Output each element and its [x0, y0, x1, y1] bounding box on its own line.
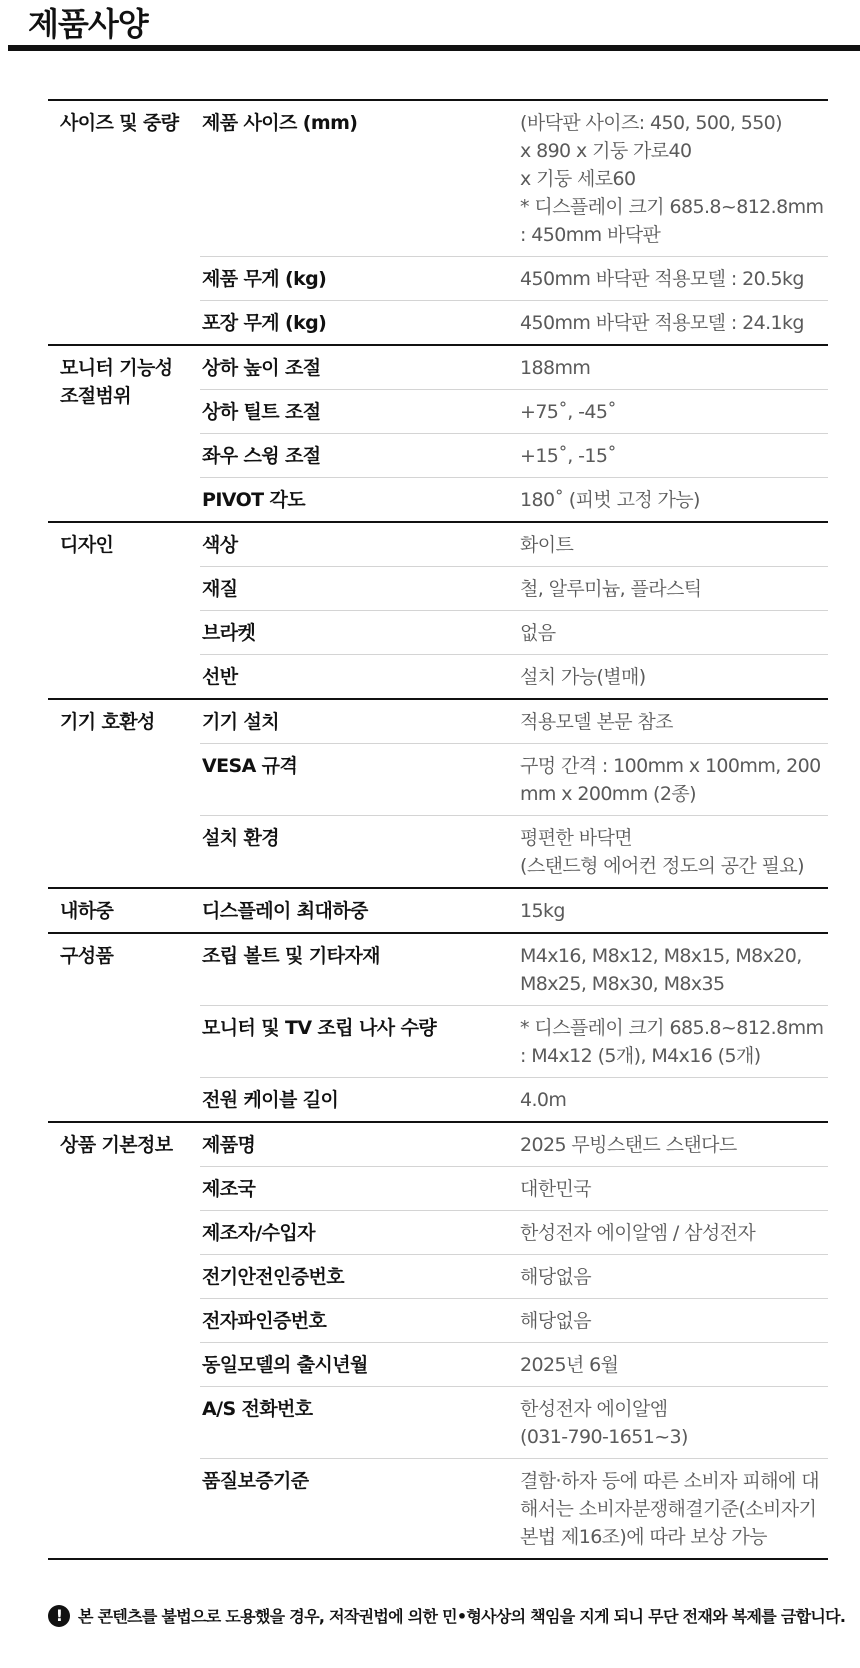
spec-item-label: 기기 설치 — [200, 699, 520, 744]
spec-item-label: 동일모델의 출시년월 — [200, 1343, 520, 1387]
spec-item-label: 상하 틸트 조절 — [200, 390, 520, 434]
spec-item-label: VESA 규격 — [200, 744, 520, 816]
table-row — [48, 888, 828, 933]
spec-item-value: M4x16, M8x12, M8x15, M8x20, M8x25, M8x30, M8x35 — [520, 933, 828, 1006]
spec-item-label: 전기안전인증번호 — [200, 1255, 520, 1299]
spec-item-value: 해당없음 — [520, 1299, 828, 1343]
spec-item-value: 결함·하자 등에 따른 소비자 피해에 대 해서는 소비자분쟁해결기준(소비자기 본법 제16조)에 따라 보상 가능 — [520, 1459, 828, 1560]
spec-item-label: 품질보증기준 — [200, 1459, 520, 1560]
spec-item-label: 선반 — [200, 655, 520, 700]
spec-item-value: 대한민국 — [520, 1167, 828, 1211]
table-row — [48, 699, 828, 744]
spec-item-label: 모니터 및 TV 조립 나사 수량 — [200, 1006, 520, 1078]
category-label: 상품 기본정보 — [48, 1122, 200, 1559]
spec-item-label: PIVOT 각도 — [200, 478, 520, 523]
table-row — [48, 522, 828, 567]
spec-item-value: 4.0m — [520, 1078, 828, 1123]
spec-item-value: 2025 무빙스탠드 스탠다드 — [520, 1122, 828, 1167]
spec-item-value: 적용모델 본문 참조 — [520, 699, 828, 744]
category-label: 모니터 기능성 조절범위 — [48, 345, 200, 522]
spec-table — [48, 99, 828, 1560]
category-label: 디자인 — [48, 522, 200, 699]
table-row — [48, 933, 828, 1006]
spec-item-value: 평편한 바닥면 (스탠드형 에어컨 정도의 공간 필요) — [520, 816, 828, 889]
spec-item-value: 180˚ (피벗 고정 가능) — [520, 478, 828, 523]
page-title: 제품사양 — [28, 5, 148, 43]
spec-item-label: 제조자/수입자 — [200, 1211, 520, 1255]
notice-text: 본 콘텐츠를 불법으로 도용했을 경우, 저작권법에 의한 민•형사상의 책임을 지게 되니 무단 전재와 복제를 금합니다. — [78, 1607, 846, 1626]
spec-item-label: 전자파인증번호 — [200, 1299, 520, 1343]
exclamation-icon: ! — [48, 1605, 70, 1627]
spec-item-label: 설치 환경 — [200, 816, 520, 889]
spec-item-label: 좌우 스윙 조절 — [200, 434, 520, 478]
spec-item-value: 한성전자 에이알엠 / 삼성전자 — [520, 1211, 828, 1255]
table-row — [48, 1122, 828, 1167]
spec-item-label: 포장 무게 (kg) — [200, 301, 520, 346]
spec-item-label: 브라켓 — [200, 611, 520, 655]
category-label: 기기 호환성 — [48, 699, 200, 888]
spec-item-label: 재질 — [200, 567, 520, 611]
spec-item-label: 제조국 — [200, 1167, 520, 1211]
spec-item-value: +75˚, -45˚ — [520, 390, 828, 434]
copyright-notice — [48, 1604, 848, 1627]
spec-item-value: 한성전자 에이알엠 (031-790-1651~3) — [520, 1387, 828, 1459]
table-row — [48, 100, 828, 257]
spec-item-label: 상하 높이 조절 — [200, 345, 520, 390]
spec-item-value: 188mm — [520, 345, 828, 390]
spec-item-value: 구멍 간격 : 100mm x 100mm, 200 mm x 200mm (2종) — [520, 744, 828, 816]
category-label: 사이즈 및 중량 — [48, 100, 200, 345]
spec-item-label: 조립 볼트 및 기타자재 — [200, 933, 520, 1006]
spec-item-value: 450mm 바닥판 적용모델 : 20.5kg — [520, 257, 828, 301]
spec-item-label: 제품 사이즈 (mm) — [200, 100, 520, 257]
spec-item-label: 색상 — [200, 522, 520, 567]
spec-item-value: 화이트 — [520, 522, 828, 567]
spec-item-value: 2025년 6월 — [520, 1343, 828, 1387]
spec-item-value: 철, 알루미늄, 플라스틱 — [520, 567, 828, 611]
category-label: 내하중 — [48, 888, 200, 933]
spec-item-value: 해당없음 — [520, 1255, 828, 1299]
spec-item-value: 설치 가능(별매) — [520, 655, 828, 700]
spec-item-label: 디스플레이 최대하중 — [200, 888, 520, 933]
spec-item-value: (바닥판 사이즈: 450, 500, 550) x 890 x 기둥 가로40 x 기둥 세로60 * 디스플레이 크기 685.8~812.8mm : 450mm 바닥판 — [520, 100, 828, 257]
spec-item-value: 없음 — [520, 611, 828, 655]
spec-item-value: 15kg — [520, 888, 828, 933]
spec-item-label: 제품 무게 (kg) — [200, 257, 520, 301]
spec-item-value: * 디스플레이 크기 685.8~812.8mm : M4x12 (5개), M4x16 (5개) — [520, 1006, 828, 1078]
category-label: 구성품 — [48, 933, 200, 1122]
title-divider — [8, 45, 860, 51]
spec-item-label: 제품명 — [200, 1122, 520, 1167]
table-row — [48, 345, 828, 390]
spec-item-label: 전원 케이블 길이 — [200, 1078, 520, 1123]
spec-item-value: 450mm 바닥판 적용모델 : 24.1kg — [520, 301, 828, 346]
spec-item-label: A/S 전화번호 — [200, 1387, 520, 1459]
spec-item-value: +15˚, -15˚ — [520, 434, 828, 478]
